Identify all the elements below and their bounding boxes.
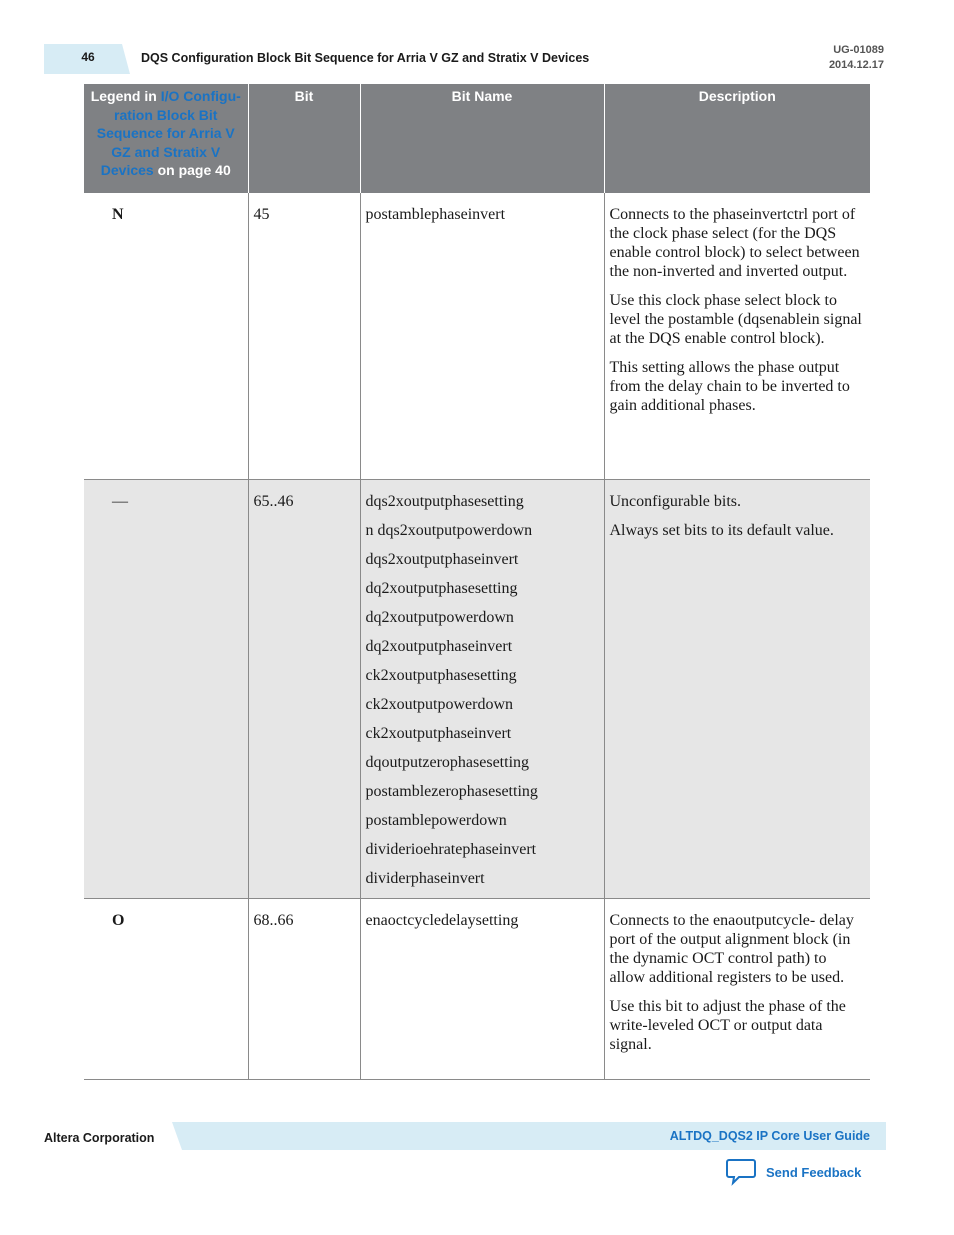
table-header-row: [84, 84, 870, 193]
bit-name-cell: [360, 479, 604, 898]
bit-name: dq2xoutputpowerdown: [365, 608, 514, 626]
bit-cell: 65..46: [248, 479, 360, 898]
doc-date: 2014.12.17: [828, 59, 884, 71]
bit-name: dq2xoutputphaseinvert: [365, 637, 513, 655]
send-feedback-label: Send Feedback: [766, 1164, 862, 1180]
bit-name: ck2xoutputphaseinvert: [365, 724, 512, 742]
bit-cell: 45: [248, 193, 360, 479]
bit-name: ck2xoutputpowerdown: [365, 695, 514, 713]
legend-cell: O: [112, 911, 125, 929]
bit-name: dividerphaseinvert: [365, 869, 485, 887]
bit-name: postamblephaseinvert: [365, 206, 506, 223]
bit-name: dividerioehratephaseinvert: [365, 840, 537, 858]
bit-name: dqoutputzerophasesetting: [365, 753, 530, 771]
legend-column-header: [84, 84, 248, 193]
bit-name-cell: [360, 898, 604, 1079]
bit-name: ck2xoutputphasesetting: [365, 666, 517, 684]
section-title: DQS Configuration Block Bit Sequence for Arria V GZ and Stratix V Devices: [141, 51, 590, 65]
description-cell: [604, 193, 870, 479]
footer-company: Altera Corporation: [44, 1131, 155, 1145]
description-paragraph: This setting allows the phase output from the delay chain to be inverted to gain additional phases.: [609, 359, 850, 414]
send-feedback-link[interactable]: [726, 1158, 861, 1186]
bit-name: n dqs2xoutputpowerdown: [365, 521, 533, 539]
bit-name: postamblezerophasesetting: [365, 782, 538, 800]
doc-id: UG-01089: [833, 44, 884, 56]
description-paragraph: Connects to the enaoutputcycle- delay port of the output alignment block (in the dynamic OCT control path) to allow additional registers to be used.: [609, 911, 854, 986]
legend-cell: N: [112, 206, 124, 223]
speech-bubble-icon: [726, 1158, 756, 1186]
description-paragraph: Always set bits to its default value.: [609, 521, 834, 539]
bit-column-header: Bit: [248, 84, 360, 193]
footer-guide-title[interactable]: ALTDQ_DQS2 IP Core User Guide: [669, 1129, 870, 1143]
bit-cell: 68..66: [248, 898, 360, 1079]
bit-sequence-table: [84, 84, 870, 1080]
page-number: 46: [81, 50, 95, 64]
description-paragraph: Use this bit to adjust the phase of the write-leveled OCT or output data signal.: [609, 997, 846, 1053]
bit-name: dqs2xoutputphasesetting: [365, 492, 524, 510]
legend-prefix: Legend in: [90, 88, 161, 104]
bit-name: postamblepowerdown: [365, 811, 507, 829]
legend-suffix: on page 40: [153, 162, 231, 178]
bit-name-column-header: Bit Name: [360, 84, 604, 193]
bit-name-cell: [360, 193, 604, 479]
table-row: [84, 898, 870, 1079]
description-paragraph: Unconfigurable bits.: [609, 492, 742, 510]
legend-cell: —: [84, 479, 248, 898]
description-cell: [604, 898, 870, 1079]
legend-link[interactable]: I/O Configu- ration Block Bit Sequence for Arria V GZ and Stratix V Devices: [96, 88, 241, 178]
description-paragraph: Connects to the phaseinvertctrl port of the clock phase select (for the DQS enable control block) to select between the non-inverted and inverted output.: [609, 206, 860, 280]
description-paragraph: Use this clock phase select block to level the postamble (dqsenablein signal at the DQS enable control block).: [609, 292, 862, 347]
bit-name: dqs2xoutputphaseinvert: [365, 550, 519, 568]
bit-name: dq2xoutputphasesetting: [365, 579, 518, 597]
description-cell: [604, 479, 870, 898]
doc-info: [829, 43, 884, 73]
bit-name: enaoctcycledelaysetting: [365, 911, 519, 929]
table-row: [84, 193, 870, 479]
table-row: [84, 479, 870, 898]
description-column-header: Description: [604, 84, 870, 193]
